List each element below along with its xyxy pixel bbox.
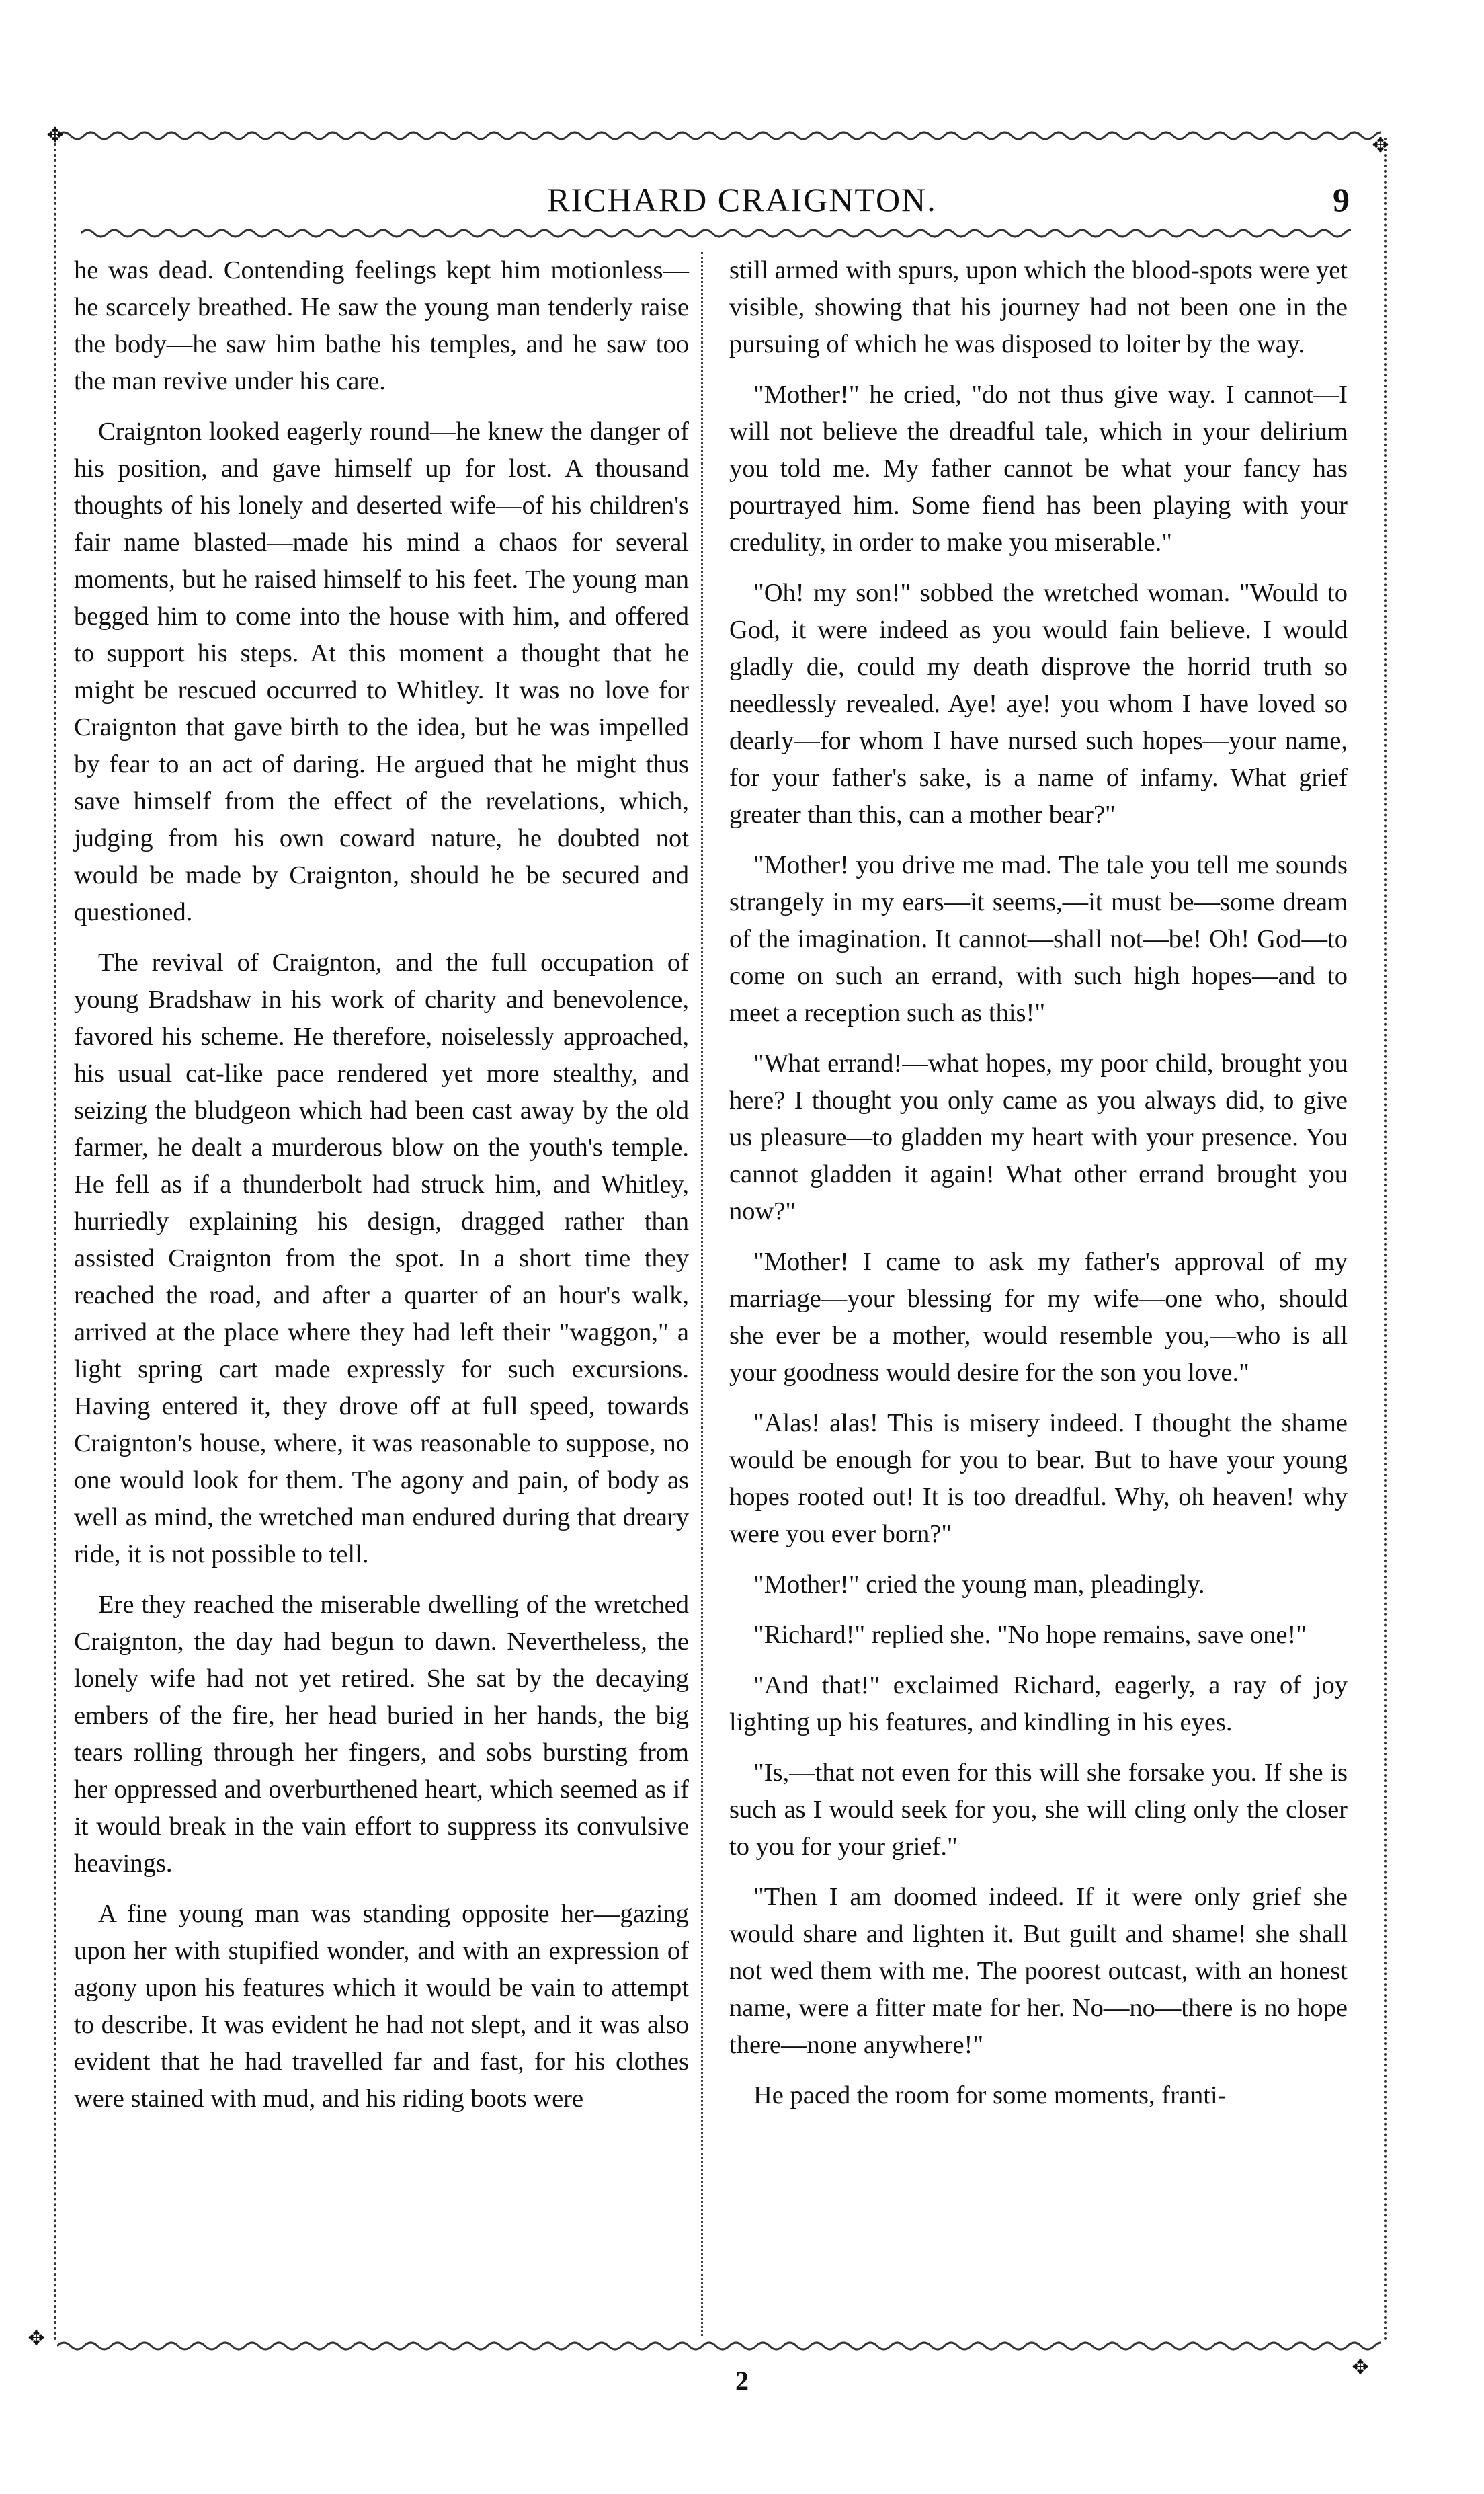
paragraph: He paced the room for some moments, franti-	[753, 2081, 1227, 2109]
paragraph: he was dead. Contending feelings kept him motionless—he scarcely breathed. He saw the young man tenderly raise the body—he saw him bathe his temples, and he saw too the man revive under his care.	[74, 256, 689, 395]
paragraph: "And that!" exclaimed Richard, eagerly, a ray of joy lighting up his features, and kindling in his eyes.	[729, 1671, 1348, 1736]
header-wavy-rule	[81, 225, 1351, 241]
paragraph: The revival of Craignton, and the full occupation of young Bradshaw in his work of charity and benevolence, favored his scheme. He therefore, noiselessly approached, his usual cat-like pace rendered yet more stealthy, and seizing the bludgeon which had been cast away by the old farmer, he dealt a murderous blow on the youth's temple. He fell as if a thunderbolt had struck him, and Whitley, hurriedly explaining his design, dragged rather than assisted Craignton from the spot. In a short time they reached the road, and after a quarter of an hour's walk, arrived at the place where they had left their "waggon," a light spring cart made expressly for such excursions. Having entered it, they drove off at full speed, towards Craignton's house, where, it was reasonable to suppose, no one would look for them. The agony and pain, of body as well as mind, the wretched man endured during that dreary ride, it is not possible to tell.	[74, 949, 689, 1568]
paragraph: "Alas! alas! This is misery indeed. I thought the shame would be enough for you to bear. But to have your young hopes rooted out! It is too dreadful. Why, oh heaven! why were you ever born?"	[729, 1409, 1348, 1548]
corner-ornament-bottom-left: ✥	[28, 2327, 45, 2349]
corner-ornament-top-left: ✥	[46, 124, 64, 147]
paragraph: still armed with spurs, upon which the blood-spots were yet visible, showing that his journey had not been one in the pursuing of which he was disposed to loiter by the way.	[729, 256, 1348, 358]
column-divider	[701, 252, 703, 2336]
right-column	[729, 252, 1348, 2128]
paragraph: "Richard!" replied she. "No hope remains, save one!"	[753, 1621, 1307, 1649]
paragraph: "Mother!" he cried, "do not thus give way. I cannot—I will not believe the dreadful tale, which in your delirium you told me. My father cannot be what your fancy has pourtrayed him. Some fiend has been playing with your credulity, in order to make you miserable."	[729, 380, 1348, 557]
paragraph: A fine young man was standing opposite her—gazing upon her with stupified wonder, and with an expression of agony upon his features which it would be vain to attempt to describe. It was evident he had not slept, and it was also evident that he had travelled far and fast, for his clothes were stained with mud, and his riding boots were	[74, 1900, 689, 2113]
corner-ornament-bottom-right: ✥	[1352, 2356, 1369, 2378]
paragraph: "What errand!—what hopes, my poor child, brought you here? I thought you only came as you always did, to give us pleasure—to gladden my heart with your presence. You cannot gladden it again! What other errand brought you now?"	[729, 1049, 1348, 1225]
paragraph: "Is,—that not even for this will she forsake you. If she is such as I would seek for you, she will cling only the closer to you for your grief."	[729, 1759, 1348, 1861]
running-head-title: RICHARD CRAIGNTON.	[547, 181, 937, 218]
corner-ornament-top-right: ✥	[1372, 134, 1389, 157]
paragraph: "Mother!" cried the young man, pleadingly.	[753, 1570, 1205, 1599]
paragraph: "Then I am doomed indeed. If it were only grief she would share and lighten it. But guilt and shame! she shall not wed them with me. The poorest outcast, with an honest name, were a fitter mate for her. No—no—there is no hope there—none anywhere!"	[729, 1883, 1348, 2059]
paragraph: "Oh! my son!" sobbed the wretched woman. "Would to God, it were indeed as you would fain believe. I would gladly die, could my death disprove the horrid truth so needlessly revealed. Aye! aye! you whom I have loved so dearly—for whom I have nursed such hopes—your name, for your father's sake, is a name of infamy. What grief greater than this, can a mother bear?"	[729, 579, 1348, 829]
signature-mark: 2	[735, 2366, 749, 2396]
paragraph: Ere they reached the miserable dwelling of the wretched Craignton, the day had begun to dawn. Nevertheless, the lonely wife had not yet retired. She sat by the decaying embers of the fire, her head buried in her hands, the big tears rolling through her fingers, and sobs bursting from her oppressed and overburthened heart, which seemed as if it would break in the vain effort to suppress its convulsive heavings.	[74, 1591, 689, 1878]
paragraph: Craignton looked eagerly round—he knew the danger of his position, and gave himself up for lost. A thousand thoughts of his lonely and deserted wife—of his children's fair name blasted—made his mind a chaos for several moments, but he raised himself to his feet. The young man begged him to come into the house with him, and offered to support his steps. At this moment a thought that he might be rescued occurred to Whitley. It was no love for Craignton that gave birth to the idea, but he was impelled by fear to an act of daring. He argued that he might thus save himself from the effect of the revelations, which, judging from his own coward nature, he doubted not would be made by Craignton, should he be secured and questioned.	[74, 417, 689, 926]
paragraph: "Mother! I came to ask my father's approval of my marriage—your blessing for my wife—one who, should she ever be a mother, would resemble you,—who is all your goodness would desire for the son you love."	[729, 1248, 1348, 1387]
paragraph: "Mother! you drive me mad. The tale you tell me sounds strangely in my ears—it seems,—it must be—some dream of the imagination. It cannot—shall not—be! Oh! God—to come on such an errand, with such high hopes—and to meet a reception such as this!"	[729, 851, 1348, 1027]
top-wavy-rule	[57, 128, 1381, 144]
page-number: 9	[1333, 181, 1350, 218]
left-column	[74, 252, 689, 2131]
bottom-wavy-rule	[57, 2338, 1381, 2354]
